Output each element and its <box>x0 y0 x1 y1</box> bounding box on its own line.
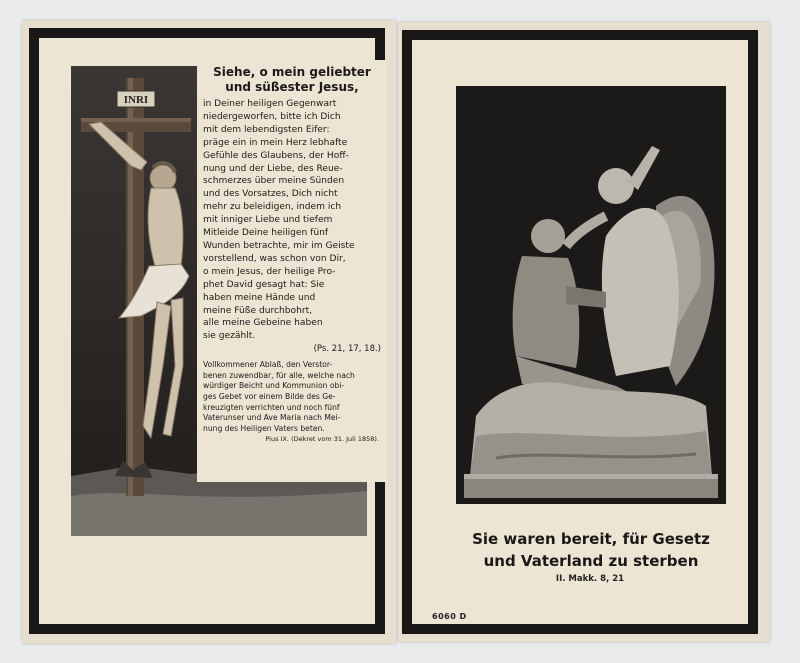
prayer-line: präge ein in mein Herz lebhafte <box>203 137 348 148</box>
prayer-line: haben meine Hände und <box>203 292 316 303</box>
prayer-body <box>197 98 387 343</box>
right-card-inner <box>412 40 748 624</box>
left-card-panel <box>22 20 396 644</box>
indulgence-line: nung des Heiligen Vaters beten. <box>203 423 325 433</box>
pope-decree-note: Pius IX. (Dekret vom 31. Juli 1858). <box>265 435 379 444</box>
prayer-line: alle meine Gebeine haben <box>203 318 323 329</box>
memorial-title-line-1: Sie waren bereit, für Gesetz <box>472 530 710 548</box>
inri-sign-text: INRI <box>123 94 149 106</box>
prayer-line: schmerzes über meine Sünden <box>203 176 345 187</box>
psalm-citation: (Ps. 21, 17, 18.) <box>313 344 381 355</box>
prayer-line: Mitleide Deine heiligen fünf <box>203 228 329 239</box>
indulgence-line: benen zuwendbar, für alle, welche nach <box>203 370 355 380</box>
prayer-line: phet David gesagt hat: Sie <box>203 279 325 290</box>
prayer-line: mehr zu beleidigen, indem ich <box>203 202 342 213</box>
indulgence-line: kreuzigten verrichten und noch fünf <box>203 402 340 412</box>
prayer-line: Gefühle des Glaubens, der Hoff- <box>203 150 349 161</box>
statue-illustration <box>456 86 726 504</box>
prayer-line: in Deiner heiligen Gegenwart <box>203 99 337 109</box>
bible-reference: II. Makk. 8, 21 <box>555 574 625 584</box>
prayer-line: niedergeworfen, bitte ich Dich <box>203 111 341 122</box>
left-card-inner <box>39 38 381 624</box>
prayer-text-block <box>197 60 387 482</box>
memorial-title-line-2: und Vaterland zu sterben <box>483 552 699 570</box>
prayer-line: meine Füße durchbohrt, <box>203 305 313 316</box>
prayer-heading-line-1: Siehe, o mein geliebter <box>213 65 371 79</box>
prayer-line: nung und der Liebe, des Reue- <box>203 163 343 174</box>
indulgence-line: Vollkommener Ablaß, den Verstor- <box>203 360 333 370</box>
prayer-line: mit inniger Liebe und tiefem <box>203 215 333 226</box>
mourning-border-left <box>29 28 385 634</box>
prayer-line: und des Vorsatzes, Dich nicht <box>203 189 338 200</box>
indulgence-line: ges Gebet vor einem Bilde des Ge- <box>203 392 336 401</box>
memorial-title <box>462 528 720 572</box>
angel-soldier-statue-image <box>456 86 726 504</box>
indulgence-line: Vaterunser und Ave Maria nach Mei- <box>203 413 341 423</box>
prayer-line: o mein Jesus, der heilige Pro- <box>203 266 336 277</box>
right-card-panel <box>398 22 770 642</box>
indulgence-text <box>197 360 387 434</box>
indulgence-line: würdiger Beicht und Kommunion obi- <box>203 381 345 391</box>
mourning-border-right <box>402 30 758 634</box>
prayer-line: vorstellend, was schon von Dir, <box>203 253 346 264</box>
print-number: 6060 D <box>432 612 467 621</box>
prayer-line: sie gezählt. <box>203 331 256 342</box>
prayer-heading-line-2: und süßester Jesus, <box>225 80 359 94</box>
prayer-line: Wunden betrachte, mir im Geiste <box>203 240 355 251</box>
prayer-line: mit dem lebendigsten Eifer: <box>203 124 330 135</box>
